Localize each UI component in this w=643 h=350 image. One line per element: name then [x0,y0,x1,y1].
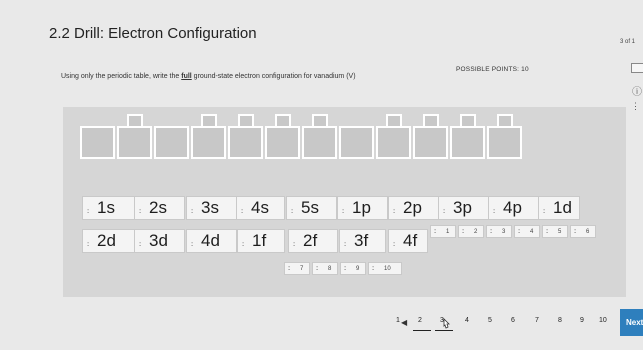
number-tile-label: 9 [356,266,360,272]
orbital-tile-1p[interactable] [337,196,388,220]
orbital-tile-label: 1d [553,198,572,217]
page-link-9[interactable]: 9 [580,317,584,324]
drag-handle-icon: :: [316,266,318,272]
drag-handle-icon: :: [490,229,492,235]
prev-page-button[interactable]: ◀ [401,318,408,327]
superscript-box[interactable] [497,114,513,128]
drag-handle-icon: :: [342,209,344,215]
orbital-tile-label: 1f [252,231,267,250]
page-link-4[interactable]: 4 [465,317,469,324]
number-tile-4[interactable] [514,225,540,238]
superscript-box[interactable] [423,114,439,128]
drag-handle-icon: :: [344,242,346,248]
number-tile-2[interactable] [458,225,484,238]
orbital-tile-3p[interactable] [438,196,489,220]
orbital-tile-label: 5s [301,198,319,217]
drag-handle-icon: :: [574,229,576,235]
toolbar-tab[interactable] [631,63,643,73]
mouse-cursor-icon [441,318,451,331]
number-tile-label: 3 [502,229,506,235]
number-tile-label: 4 [530,229,534,235]
drag-handle-icon: :: [242,242,244,248]
page-link-2[interactable]: 2 [418,317,422,324]
drag-handle-icon: :: [191,209,193,215]
number-tile-8[interactable] [312,262,338,275]
drag-handle-icon: :: [139,209,141,215]
superscript-box[interactable] [201,114,217,128]
page-link-1[interactable]: 1 [396,317,400,324]
drag-handle-icon: :: [393,242,395,248]
answer-box[interactable] [80,126,115,159]
drag-handle-icon: :: [87,209,89,215]
superscript-box[interactable] [275,114,291,128]
possible-points: POSSIBLE POINTS: 10 [456,66,529,73]
answer-box[interactable] [339,126,374,159]
orbital-tile-3d[interactable] [134,229,185,253]
drag-handle-icon: :: [87,242,89,248]
drag-handle-icon: :: [443,209,445,215]
orbital-tile-label: 3d [149,231,168,250]
drag-handle-icon: :: [191,242,193,248]
page-link-8[interactable]: 8 [558,317,562,324]
orbital-tile-label: 4p [503,198,522,217]
answer-box[interactable] [191,126,226,159]
answer-box[interactable] [302,126,337,159]
orbital-tile-label: 2s [149,198,167,217]
orbital-tile-2d[interactable] [82,229,136,253]
number-tile-label: 5 [558,229,562,235]
drag-handle-icon: :: [139,242,141,248]
number-tile-label: 1 [446,229,450,235]
number-tile-label: 10 [384,266,391,272]
superscript-box[interactable] [238,114,254,128]
drag-handle-icon: :: [293,242,295,248]
drag-handle-icon: :: [434,229,436,235]
next-button[interactable]: Next [620,309,643,336]
superscript-box[interactable] [127,114,143,128]
orbital-tile-2f[interactable] [288,229,338,253]
number-tile-label: 7 [300,266,304,272]
orbital-tile-4p[interactable] [488,196,539,220]
drag-handle-icon: :: [462,229,464,235]
orbital-tile-1f[interactable] [237,229,285,253]
number-tile-5[interactable] [542,225,568,238]
drag-handle-icon: :: [518,229,520,235]
page-link-6[interactable]: 6 [511,317,515,324]
question-prompt: Using only the periodic table, write the full ground-state electron configuration for vanadium (V) [61,73,356,80]
answer-box[interactable] [117,126,152,159]
orbital-tile-label: 3p [453,198,472,217]
page-link-3[interactable]: 3 [440,317,444,324]
page-link-7[interactable]: 7 [535,317,539,324]
number-tile-10[interactable] [368,262,402,275]
number-tile-label: 8 [328,266,332,272]
superscript-box[interactable] [386,114,402,128]
page-title: 2.2 Drill: Electron Configuration [49,25,257,42]
orbital-tile-1d[interactable] [538,196,580,220]
number-tile-3[interactable] [486,225,512,238]
orbital-tile-2p[interactable] [388,196,439,220]
orbital-tile-5s[interactable] [286,196,337,220]
orbital-tile-4f[interactable] [388,229,428,253]
orbital-tile-label: 2p [403,198,422,217]
page-link-5[interactable]: 5 [488,317,492,324]
orbital-tile-label: 2f [303,231,318,250]
drag-handle-icon: :: [241,209,243,215]
number-tile-label: 2 [474,229,478,235]
answer-box[interactable] [228,126,263,159]
drag-handle-icon: :: [291,209,293,215]
number-tile-7[interactable] [284,262,310,275]
orbital-tile-4s[interactable] [236,196,285,220]
orbital-tile-label: 4s [251,198,269,217]
drag-handle-icon: :: [393,209,395,215]
page-counter: 3 of 1 [620,39,636,45]
orbital-tile-label: 3s [201,198,219,217]
number-tile-9[interactable] [340,262,366,275]
orbital-tile-label: 1p [352,198,371,217]
orbital-tile-1s[interactable] [82,196,136,220]
orbital-tile-label: 3f [354,231,369,250]
orbital-tile-label: 4d [201,231,220,250]
answer-box[interactable] [413,126,448,159]
page-link-10[interactable]: 10 [599,317,607,324]
orbital-tile-4d[interactable] [186,229,237,253]
answer-box[interactable] [265,126,300,159]
number-tile-label: 6 [586,229,590,235]
superscript-box[interactable] [460,114,476,128]
orbital-tile-3f[interactable] [339,229,386,253]
drag-handle-icon: :: [372,266,374,272]
number-tile-6[interactable] [570,225,596,238]
number-tile-1[interactable] [430,225,456,238]
answer-box[interactable] [450,126,485,159]
expand-icon[interactable]: ⋮ [631,101,640,111]
orbital-tile-label: 4f [403,231,418,250]
answer-drop-zone [80,114,630,161]
drag-handle-icon: :: [344,266,346,272]
drag-handle-icon: :: [543,209,545,215]
orbital-tile-label: 2d [97,231,116,250]
drag-handle-icon: :: [288,266,290,272]
answer-box[interactable] [154,126,189,159]
info-icon[interactable]: ⓘ [632,87,642,98]
drag-handle-icon: :: [546,229,548,235]
orbital-tile-label: 1s [97,198,115,217]
answer-box[interactable] [487,126,522,159]
answer-box[interactable] [376,126,411,159]
orbital-tile-2s[interactable] [134,196,185,220]
superscript-box[interactable] [312,114,328,128]
drag-handle-icon: :: [493,209,495,215]
orbital-tile-3s[interactable] [186,196,237,220]
